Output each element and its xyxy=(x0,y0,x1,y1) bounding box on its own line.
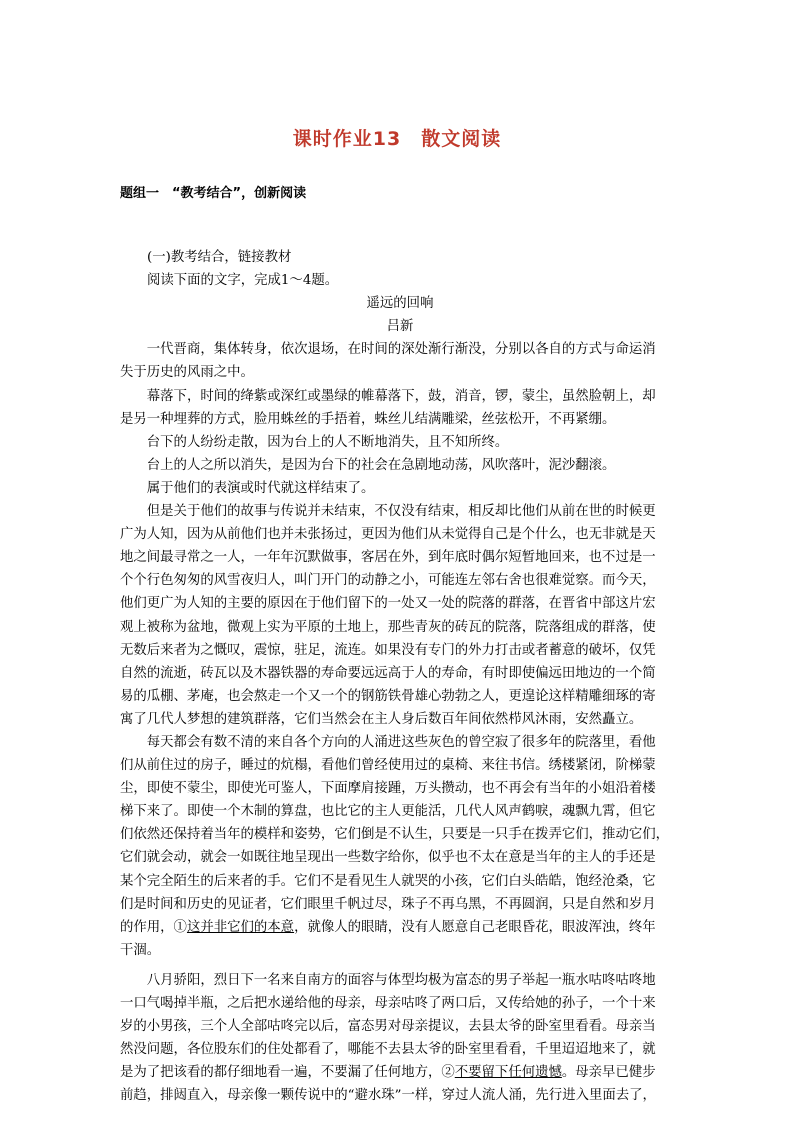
text-line: 然没问题，各位股东们的住处都看了，哪能不去县太爷的卧室里看看，千里迢迢地来了，就 xyxy=(120,1042,656,1058)
article-title: 遥远的回响 xyxy=(366,296,434,312)
document-body xyxy=(120,246,680,1107)
text-line xyxy=(120,1061,680,1084)
subsection-heading: (一)教考结合，链接教材 xyxy=(147,250,292,265)
text-line: 岁的小男孩，三个人全部咕咚完以后，富态男对母亲提议，去县太爷的卧室里看看。母亲当 xyxy=(120,1019,656,1035)
text-segment: 是为了把该看的都仔细地看一遍，不要漏了任何地方，② xyxy=(120,1065,455,1081)
text-line: 但是关于他们的故事与传说并未结束，不仅没有结束，相反却比他们从前在世的时候更 xyxy=(120,504,656,520)
text-line: 广为人知，因为从前他们也并未张扬过，更因为他们从未觉得自己是个什么，也无非就是天 xyxy=(120,527,656,543)
page-title: 课时作业13 散文阅读 xyxy=(292,128,502,150)
text-line: 干涸。 xyxy=(120,942,161,958)
text-line: 一口气喝掉半瓶，之后把水递给他的母亲，母亲咕咚了两口后，又传给她的孙子，一个十来 xyxy=(120,996,656,1011)
text-line xyxy=(120,916,680,939)
text-line: 自然的流逝，砖瓦以及木器铁器的寿命要远远高于人的寿命，有时即使偏远田地边的一个简 xyxy=(120,665,656,681)
instruction: 阅读下面的文字，完成1～4题。 xyxy=(147,273,339,289)
text-line: 个个行色匆匆的风雪夜归人，叫门开门的动静之小，可能连左邻右舍也很难觉察。而今天， xyxy=(120,573,656,589)
text-line: 某个完全陌生的后来者的手。它们不是看见生人就哭的小孩，它们白头皓皓，饱经沧桑，它 xyxy=(120,873,656,889)
text-line: 地之间最寻常之一人，一年年沉默做事，客居在外，到年底时偶尔短暂地回来，也不过是一 xyxy=(120,550,656,566)
text-line: 观上被称为盆地，微观上实为平原的土地上，那些青灰的砖瓦的院落，院落组成的群落，使 xyxy=(120,619,656,635)
text-line: 们是时间和历史的见证者，它们眼里千帆过尽，珠子不再乌黑，不再圆润，只是自然和岁月 xyxy=(120,896,656,912)
text-segment: 的作用，① xyxy=(120,919,187,935)
text-line: 前趋，排闼直入，母亲像一颗传说中的“避水珠”一样，穿过人流人涌，先行进入里面去了， xyxy=(120,1088,656,1104)
text-line: 一代晋商，集体转身，依次退场，在时间的深处渐行渐没，分别以各自的方式与命运消 xyxy=(120,342,656,358)
text-line: 台下的人纷纷走散，因为台上的人不断地消失，且不知所终。 xyxy=(120,434,509,450)
text-line: 每天都会有数不清的来自各个方向的人涌进这些灰色的曾空寂了很多年的院落里，看他 xyxy=(120,734,656,750)
text-line: 台上的人之所以消失，是因为台下的社会在急剧地动荡，风吹落叶，泥沙翻滚。 xyxy=(120,457,616,473)
text-line: 它们就会动，就会一如既往地呈现出一些数字给你，似乎也不太在意是当年的主人的手还是 xyxy=(120,850,656,866)
text-line: 他们更广为人知的主要的原因在于他们留下的一处又一处的院落的群落，在晋省中部这片宏 xyxy=(120,596,656,612)
text-line: 梯下来了。即使一个木制的算盘，也比它的主人更能活，几代人风声鹤唳，魂飘九霄，但它 xyxy=(120,804,656,820)
text-line: 无数后来者为之慨叹，震惊，驻足，流连。如果没有专门的外力打击或者蓄意的破坏，仅凭 xyxy=(120,642,656,658)
text-line: 幕落下，时间的绛紫或深红或墨绿的帷幕落下，鼓，消音，锣，蒙尘，虽然脸朝上，却 xyxy=(120,388,656,404)
text-line: 属于他们的表演或时代就这样结束了。 xyxy=(120,480,375,496)
text-line: 八月骄阳，烈日下一名来自南方的面容与体型均极为富态的男子举起一瓶水咕咚咕咚地 xyxy=(120,972,656,988)
text-line: 易的瓜棚、茅庵，也会熬走一个又一个的钢筋铁骨雄心勃勃之人，更遑论这样精雕细琢的寄 xyxy=(120,688,656,704)
text-line: 们从前住过的房子，睡过的炕榻，看他们曾经使用过的桌椅、来往书信。绣楼紧闭，阶梯蒙 xyxy=(120,758,656,774)
text-line: 失于历史的风雨之中。 xyxy=(120,365,254,381)
text-segment: 。母亲早已健步 xyxy=(561,1065,656,1081)
text-line: 们依然还保持着当年的模样和姿势，它们倒是不认生，只要是一只手在拨弄它们，推动它们， xyxy=(120,827,670,843)
section-heading: 题组一 “教考结合”，创新阅读 xyxy=(120,186,307,201)
text-line: 寓了几代人梦想的建筑群落，它们当然会在主人身后数百年间依然栉风沐雨，安然矗立。 xyxy=(120,711,643,727)
underlined-phrase-1: 这并非它们的本意 xyxy=(186,919,295,935)
text-segment: ，就像人的眼睛，没有人愿意自己老眼昏花，眼波浑浊，终年 xyxy=(294,919,656,935)
underlined-phrase-2: 不要留下任何遗憾 xyxy=(454,1065,562,1081)
article-author: 吕新 xyxy=(386,319,414,335)
text-line: 尘，即使不蒙尘，即使光可鉴人，下面摩肩接踵，万头攒动，也不再会有当年的小姐沿着楼 xyxy=(120,781,656,797)
text-line: 是另一种埋葬的方式，脸用蛛丝的手捂着，蛛丝儿结满雕梁，丝弦松开，不再紧绷。 xyxy=(120,411,616,427)
